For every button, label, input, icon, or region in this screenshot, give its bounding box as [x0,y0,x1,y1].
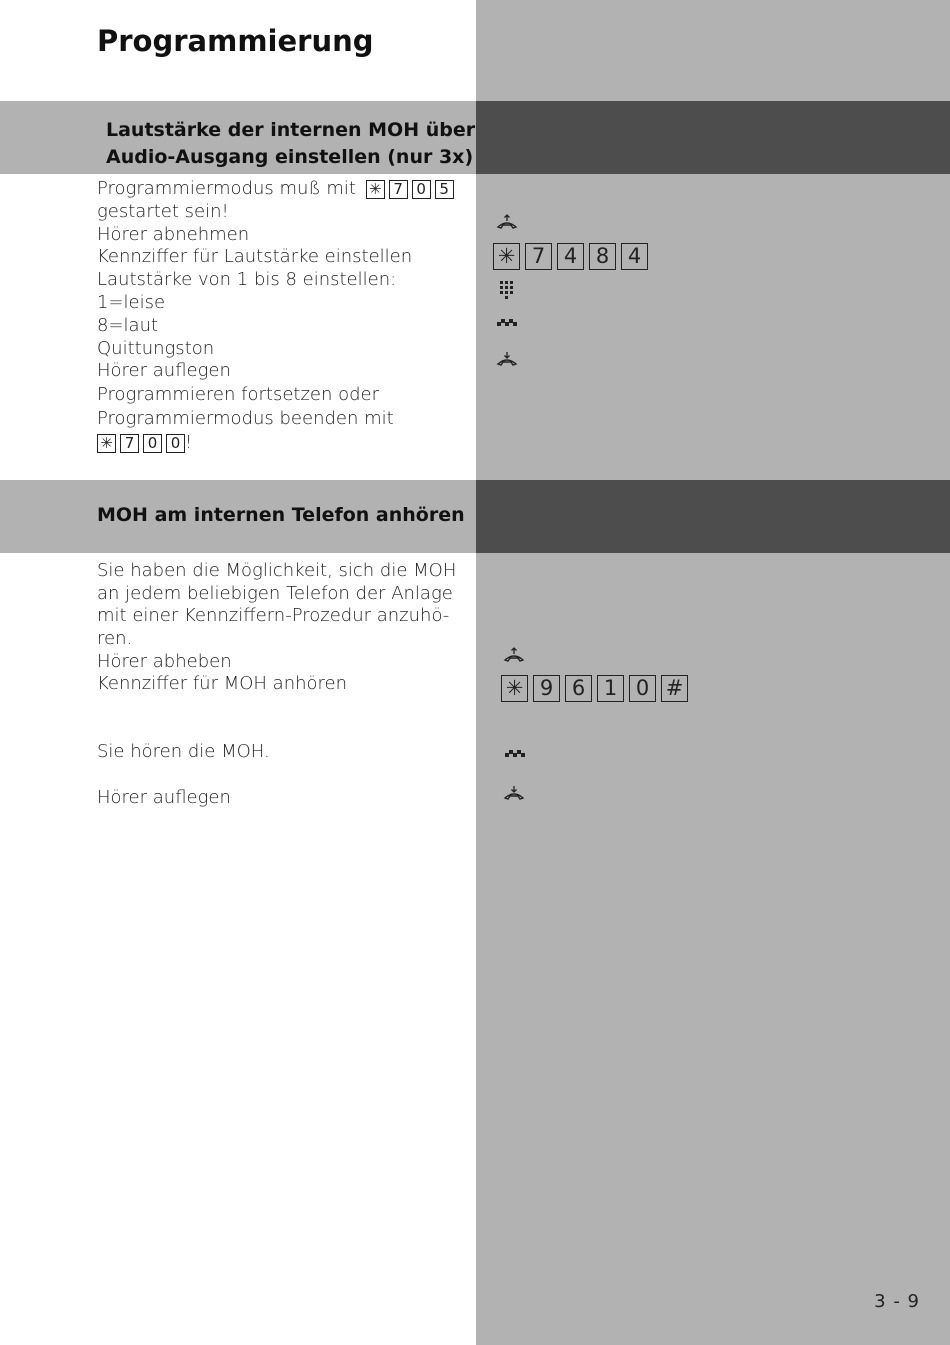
key-0: 0 [629,675,656,702]
text-line-label: Programmiermodus muß mit [97,178,356,199]
key-1: 1 [597,675,624,702]
key-8: 8 [589,243,616,270]
text-line: Sie haben die Möglichkeit, sich die MOH [97,560,457,581]
section2-title: MOH am internen Telefon anhören [97,504,465,526]
section2-header-band-dark [476,480,950,553]
text-line: mit einer Kennziffern-Prozedur anzuhö- [97,605,450,626]
key-6: 6 [565,675,592,702]
key-7: 7 [120,434,139,453]
text-line [97,432,192,453]
right-column-background [476,0,950,1345]
text-line: gestartet sein! [97,201,229,222]
text-line: Hörer abheben [97,651,232,672]
handset-hangup-icon [503,785,525,801]
page-number: 3 - 9 [874,1291,920,1312]
text-line: an jedem beliebigen Telefon der Anlage [97,583,453,604]
text-line: Hörer abnehmen [97,224,250,245]
key-star: ✳ [501,675,528,702]
key-hash: # [661,675,688,702]
key-star: ✳ [493,243,520,270]
text-line [97,178,458,199]
section1-title-line1: Lautstärke der internen MOH über [106,119,476,141]
section1-title [106,117,475,171]
text-line: Programmieren fortsetzen oder [97,384,380,405]
text-line: Kennziffer für MOH anhören [97,673,348,694]
text-line: 1=leise [97,292,166,313]
tone-icon [504,748,526,764]
handset-lift-icon [503,647,525,663]
text-line-label: ! [185,432,193,453]
key-4: 4 [621,243,648,270]
section1-code-keys [493,243,653,270]
page-title: Programmierung [97,24,374,58]
text-line: Hörer auflegen [97,360,231,381]
handset-lift-icon [496,214,518,230]
text-line: Programmiermodus beenden mit [97,408,394,429]
key-0: 0 [412,180,431,199]
section2-code-keys [501,675,693,702]
confirmation-tone-icon [496,317,518,333]
section1-title-line2: Audio-Ausgang einstellen (nur 3x) [106,146,474,168]
handset-hangup-icon [496,351,518,367]
text-line: 8=laut [97,315,159,336]
section1-header-band-dark [476,101,950,174]
text-line: Sie hören die MOH. [97,741,270,762]
text-line: Hörer auflegen [97,787,231,808]
text-line: Kennziffer für Lautstärke einstellen [97,246,413,267]
text-line: Lautstärke von 1 bis 8 einstellen: [97,269,397,290]
text-line: ren. [97,628,133,649]
key-star: ✳ [366,180,385,199]
keypad-icon [499,280,521,296]
text-line: Quittungston [97,338,215,359]
key-7: 7 [389,180,408,199]
key-7: 7 [525,243,552,270]
key-4: 4 [557,243,584,270]
key-9: 9 [533,675,560,702]
key-0: 0 [143,434,162,453]
key-0: 0 [166,434,185,453]
key-5: 5 [435,180,454,199]
key-star: ✳ [97,434,116,453]
